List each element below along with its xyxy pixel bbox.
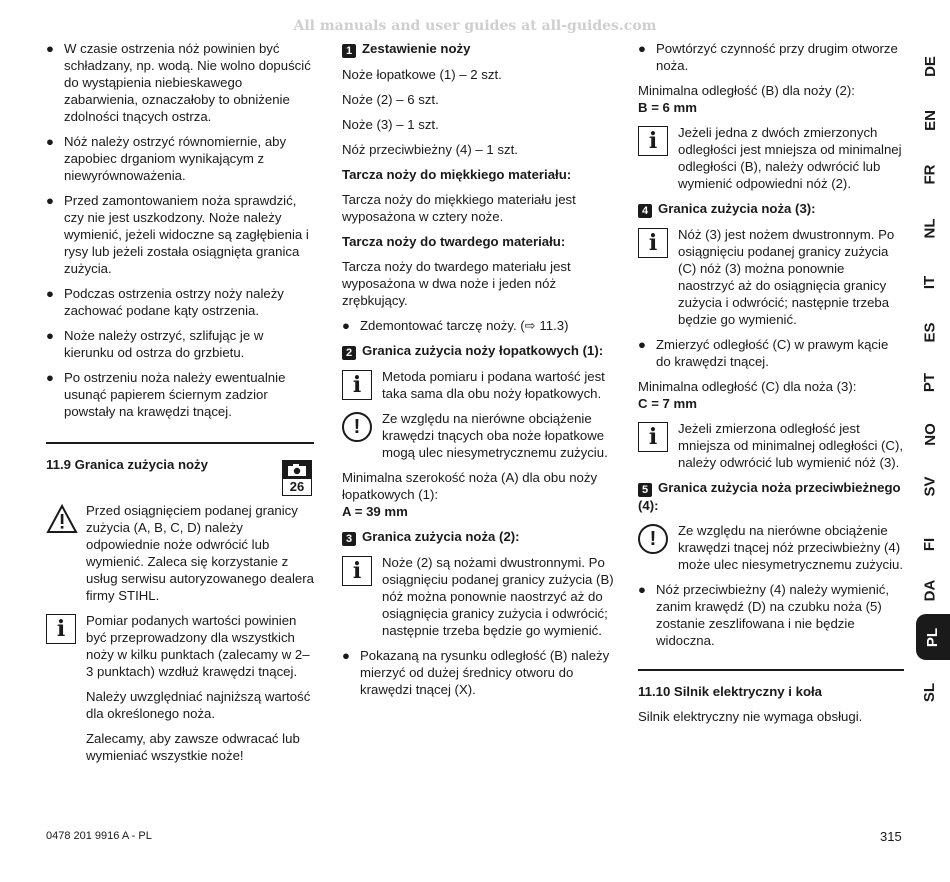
bullet-icon: ● <box>46 41 54 56</box>
numbered-heading <box>342 342 614 360</box>
heading-text: Granica zużycia noża przeciwbieżnego (4): <box>638 480 901 513</box>
heading-text: Granica zużycia noży łopatkowych (1): <box>362 343 604 358</box>
paragraph: Minimalna odległość (B) dla noży (2): <box>638 83 855 98</box>
language-label: EN <box>921 109 939 131</box>
number-badge: 1 <box>342 44 356 58</box>
bullet-icon: ● <box>46 286 54 301</box>
bullet-icon: ● <box>46 193 54 208</box>
info-text: Nóż (3) jest nożem dwustronnym. Po osiągnięciu podanej granicy zużycia (C) nóż (3) można ponownie naostrzyć aż do osiągnięcia granicy zużycia i odwrócić; następnie trzeba będzie go wymienić. <box>678 227 895 327</box>
bullet-text: Noże należy ostrzyć, szlifując je w kierunku od ostrza do grzbietu. <box>64 328 264 360</box>
caution-note <box>342 410 614 461</box>
list-line: Noże łopatkowe (1) – 2 szt. <box>342 67 502 82</box>
bullet-text: Po ostrzeniu noża należy ewentualnie usunąć papierem ściernym zadzior powstały na krawędzi tnącej. <box>64 370 286 419</box>
info-icon: i <box>46 614 76 644</box>
info-icon: i <box>342 556 372 586</box>
language-label: PT <box>921 372 939 392</box>
language-tab-fi[interactable] <box>918 532 942 556</box>
right-column <box>638 40 904 733</box>
section-title: 11.10 Silnik elektryczny i koła <box>638 684 822 699</box>
info-icon: i <box>638 126 668 156</box>
bullet-text: Przed zamontowaniem noża sprawdzić, czy nie jest uszkodzony. Noże należy wymienić, jeżeli widoczne są zagłębienia i rysy lub jeżeli została osiągnięta granica zużycia. <box>64 193 309 276</box>
list-item <box>46 133 314 184</box>
list-item <box>342 317 614 334</box>
language-tab-es[interactable] <box>918 320 942 344</box>
caution-note <box>638 522 904 573</box>
language-label: IT <box>921 275 939 289</box>
numbered-heading <box>638 200 904 218</box>
info-note <box>638 226 904 328</box>
paragraph: Tarcza noży do twardego materiału jest wyposażona w dwa noże i jeden nóż zrębkujący. <box>342 259 571 308</box>
bullet-icon: ● <box>342 318 350 333</box>
list-line: Nóż przeciwbieżny (4) – 1 szt. <box>342 142 518 157</box>
language-tab-no[interactable] <box>918 422 942 446</box>
value-line: B = 6 mm <box>638 100 698 115</box>
language-label: FI <box>921 537 939 551</box>
exclamation-icon: ! <box>342 412 372 442</box>
list-item <box>638 581 904 649</box>
info-text: Jeżeli jedna z dwóch zmierzonych odległości jest mniejsza od minimalnej odległości (B), należy odwrócić lub wymienić odpowiedni nóż (2). <box>678 125 902 191</box>
subheading: Tarcza noży do twardego materiału: <box>342 234 566 249</box>
info-text: Pomiar podanych wartości powinien być przeprowadzony dla wszystkich noży w kilku punktach (zalecamy w 2–3 punktach) wzdłuż krawędzi tnącej. <box>86 613 310 679</box>
list-item <box>46 192 314 277</box>
info-icon: i <box>638 422 668 452</box>
bullet-text: Pokazaną na rysunku odległość (B) należy mierzyć od dużej średnicy otworu do krawędzi tnącej (X). <box>360 648 610 697</box>
heading-text: Zestawienie noży <box>362 41 471 56</box>
list-item <box>46 40 314 125</box>
language-tab-fr[interactable] <box>918 162 942 186</box>
bullet-icon: ● <box>46 370 54 385</box>
language-tab-sv[interactable] <box>918 474 942 498</box>
info-icon: i <box>638 228 668 258</box>
left-column <box>46 40 314 772</box>
heading-text: Granica zużycia noża (3): <box>658 201 816 216</box>
bullet-icon: ● <box>638 41 646 56</box>
warning-icon <box>46 504 78 538</box>
language-tab-de[interactable] <box>918 54 942 78</box>
language-label: PL <box>924 627 942 647</box>
value-line: C = 7 mm <box>638 396 698 411</box>
middle-column <box>342 40 614 706</box>
info-text: Jeżeli zmierzona odległość jest mniejsza od minimalnej odległości (C), należy odwrócić lub wymienić nóż (3). <box>678 421 904 470</box>
language-tab-it[interactable] <box>918 270 942 294</box>
number-badge: 5 <box>638 483 652 497</box>
list-item <box>638 336 904 370</box>
bullet-text: W czasie ostrzenia nóż powinien być schładzany, np. wodą. Nie wolno dopuścić do wystąpienia niebieskawego zabarwienia, oznaczałoby to obniżenie zdolności tnących ostrza. <box>64 41 311 124</box>
bullet-icon: ● <box>638 337 646 352</box>
language-tab-pl[interactable] <box>916 614 950 660</box>
bullet-text: Podczas ostrzenia ostrzy noży należy zachować podane kąty ostrzenia. <box>64 286 284 318</box>
bullet-text: Nóż przeciwbieżny (4) należy wymienić, zanim krawędź (D) na czubku noża (5) zostanie zeszlifowana i nie będzie widoczna. <box>656 582 890 648</box>
caution-text: Ze względu na nierówne obciążenie krawędzi tnących oba noże łopatkowe mogą ulec niesymetrycznemu zużyciu. <box>382 411 608 460</box>
list-line: Noże (2) – 6 szt. <box>342 92 439 107</box>
section-title: 11.9 Granica zużycia noży <box>46 457 208 472</box>
watermark: All manuals and user guides at all-guides.com <box>293 18 657 34</box>
info-icon: i <box>342 370 372 400</box>
number-badge: 4 <box>638 204 652 218</box>
numbered-heading <box>342 528 614 546</box>
info-text: Metoda pomiaru i podana wartość jest taka sama dla obu noży łopatkowych. <box>382 369 605 401</box>
paragraph: Tarcza noży do miękkiego materiału jest wyposażona w cztery noże. <box>342 192 576 224</box>
paragraph: Silnik elektryczny nie wymaga obsługi. <box>638 709 863 724</box>
document-number: 0478 201 9916 A - PL <box>46 830 152 842</box>
bullet-icon: ● <box>638 582 646 597</box>
page-number: 315 <box>880 829 902 844</box>
list-item <box>46 285 314 319</box>
info-note <box>342 554 614 639</box>
language-tab-da[interactable] <box>918 578 942 602</box>
numbered-heading <box>342 40 614 58</box>
subheading: Tarcza noży do miękkiego materiału: <box>342 167 572 182</box>
language-label: NL <box>921 218 939 238</box>
bullet-text: Zmierzyć odległość (C) w prawym kącie do krawędzi tnącej. <box>656 337 889 369</box>
warning-note <box>46 502 314 604</box>
list-item <box>46 369 314 420</box>
list-item <box>638 40 904 74</box>
info-text: Noże (2) są nożami dwustronnymi. Po osiągnięciu podanej granicy zużycia (B) nóż można ponownie naostrzyć aż do osiągnięcia granicy zużycia i odwrócić; następnie trzeba będzie go wymienić. <box>382 555 614 638</box>
list-item <box>46 327 314 361</box>
language-tab-pt[interactable] <box>918 370 942 394</box>
camera-icon <box>283 461 311 479</box>
list-item <box>342 647 614 698</box>
language-label: ES <box>921 321 939 343</box>
language-label: DA <box>921 579 939 601</box>
language-label: DE <box>921 55 939 77</box>
language-label: SL <box>921 682 939 702</box>
bullet-icon: ● <box>46 328 54 343</box>
language-tab-en[interactable] <box>918 108 942 132</box>
info-note <box>638 124 904 192</box>
language-tab-sl[interactable] <box>918 680 942 704</box>
info-note <box>638 420 904 471</box>
info-text: Zalecamy, aby zawsze odwracać lub wymieniać wszystkie noże! <box>86 731 300 763</box>
warning-text: Przed osiągnięciem podanej granicy zużycia (A, B, C, D) należy odpowiednie noże odwrócić lub wymienić. Zaleca się korzystanie z usług serwisu autoryzowanego dealera firmy STIHL. <box>86 503 314 603</box>
number-badge: 3 <box>342 532 356 546</box>
bullet-text: Nóż należy ostrzyć równomiernie, aby zapobiec drganiom wynikającym z niewyrównoważenia. <box>64 134 287 183</box>
bullet-icon: ● <box>342 648 350 663</box>
bullet-text: Powtórzyć czynność przy drugim otworze noża. <box>656 41 898 73</box>
paragraph: Minimalna szerokość noża (A) dla obu noży łopatkowych (1): <box>342 470 598 502</box>
camera-figure-ref <box>282 460 312 496</box>
numbered-heading <box>638 479 904 514</box>
caution-text: Ze względu na nierówne obciążenie krawędzi tnącej nóż przeciwbieżny (4) może ulec niesymetrycznemu zużyciu. <box>678 523 903 572</box>
heading-text: Granica zużycia noża (2): <box>362 529 520 544</box>
info-note <box>46 612 314 764</box>
info-text: Należy uwzględniać najniższą wartość dla określonego noża. <box>86 689 311 721</box>
bullet-icon: ● <box>46 134 54 149</box>
list-line: Noże (3) – 1 szt. <box>342 117 439 132</box>
language-label: FR <box>921 164 939 184</box>
language-tab-nl[interactable] <box>918 216 942 240</box>
figure-number: 26 <box>289 479 305 494</box>
info-note <box>342 368 614 402</box>
language-label: SV <box>921 475 939 497</box>
number-badge: 2 <box>342 346 356 360</box>
paragraph: Minimalna odległość (C) dla noża (3): <box>638 379 857 394</box>
value-line: A = 39 mm <box>342 504 408 519</box>
exclamation-icon: ! <box>638 524 668 554</box>
bullet-text: Zdemontować tarczę noży. (⇨ 11.3) <box>360 318 569 333</box>
language-label: NO <box>921 422 939 446</box>
